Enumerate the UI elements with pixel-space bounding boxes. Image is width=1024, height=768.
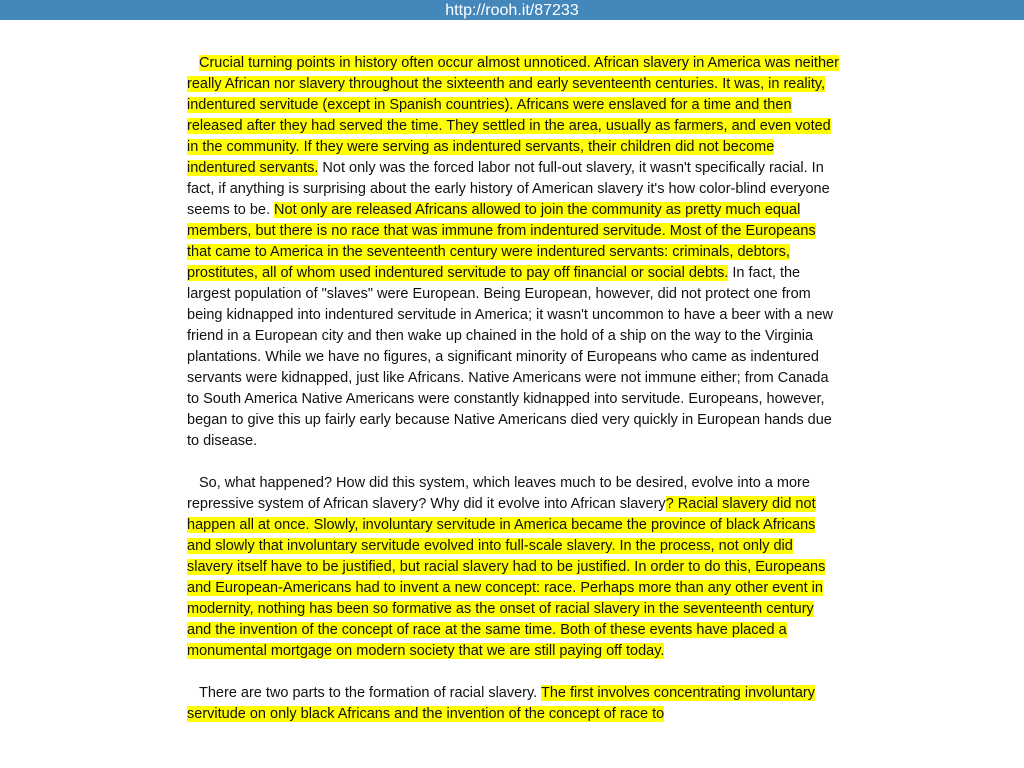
url-text[interactable]: http://rooh.it/87233 <box>445 2 579 19</box>
text-run: In fact, the largest population of "slaves" were European. Being European, however, did not protect one from being kidnapped into indentured servitude in America; it wasn't uncommon to have a beer with a new friend in a European city and then wake up chained in the hold of a ship on the way to the Virginia plantations. While we have no figures, a significant minority of Europeans who came as indentured servants were kidnapped, just like Africans. Native Americans were not immune either; from Canada to South America Native Americans were constantly kidnapped into servitude. Europeans, however, began to give this up fairly early because Native Americans died very quickly in European hands due to disease. <box>187 265 833 449</box>
highlighted-passage[interactable]: The first involves concentrating involuntary servitude on only black Africans and the invention of the concept of race to <box>187 685 816 722</box>
paragraph-3 <box>187 683 842 725</box>
paragraph-2 <box>187 473 842 662</box>
url-bar[interactable] <box>0 0 1024 20</box>
paragraph-1 <box>187 53 842 452</box>
text-run: There are two parts to the formation of racial slavery. <box>199 685 541 701</box>
highlighted-passage[interactable]: Not only are released Africans allowed to join the community as pretty much equal members, but there is no race that was immune from indentured servitude. Most of the Europeans that came to America in the seventeenth century were indentured servants: criminals, debtors, prostitutes, all of whom used indentured servitude to pay off financial or social debts. <box>187 202 816 281</box>
highlighted-passage[interactable]: Crucial turning points in history often occur almost unnoticed. African slavery in America was neither really African nor slavery throughout the sixteenth and early seventeenth centuries. It was, in reality, indentured servitude (except in Spanish countries). Africans were enslaved for a time and then released after they had served the time. They settled in the area, usually as farmers, and even voted in the community. If they were serving as indentured servants, their children did not become indentured servants. <box>187 55 839 176</box>
text-run: Not only was the forced labor not full-out slavery, it wasn't specifically racial. In fact, if anything is surprising about the early history of American slavery it's how color-blind everyone seems to be. <box>187 160 830 218</box>
highlighted-passage[interactable]: ? Racial slavery did not happen all at once. Slowly, involuntary servitude in America became the province of black Africans and slowly that involuntary servitude evolved into full-scale slavery. In the process, not only did slavery itself have to be justified, but racial slavery had to be justified. In order to do this, Europeans and European-Americans had to invent a new concept: race. Perhaps more than any other event in modernity, nothing has been so formative as the onset of racial slavery in the seventeenth century and the invention of the concept of race at the same time. Both of these events have placed a monumental mortgage on modern society that we are still paying off today. <box>187 496 826 659</box>
text-run: So, what happened? How did this system, which leaves much to be desired, evolve into a more repressive system of African slavery? Why did it evolve into African slavery <box>187 475 810 512</box>
document-body <box>187 53 842 746</box>
